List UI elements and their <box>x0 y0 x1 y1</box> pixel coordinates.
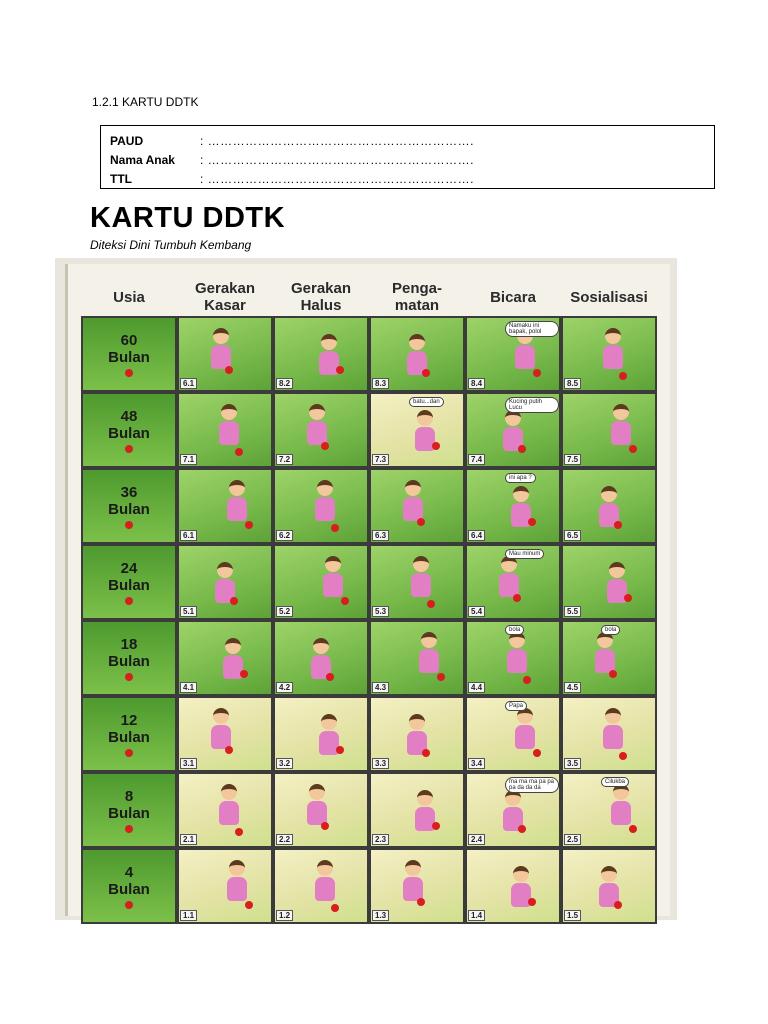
age-unit: Bulan <box>108 424 150 442</box>
child-head-shape <box>601 486 617 502</box>
speech-bubble: Namaku ini bapak, polol <box>505 321 559 337</box>
child-body-shape <box>219 801 239 825</box>
column-header-text: Gerakan <box>194 280 256 297</box>
milestone-illustration <box>273 696 369 772</box>
milestone-illustration <box>369 848 465 924</box>
red-ball-shape <box>341 597 349 605</box>
child-head-shape <box>605 708 621 724</box>
milestone-illustration <box>561 848 657 924</box>
child-head-shape <box>605 328 621 344</box>
child-head-shape <box>225 638 241 654</box>
child-body-shape <box>603 345 623 369</box>
milestone-illustration <box>177 772 273 848</box>
milestone-illustration <box>369 696 465 772</box>
milestone-code: 7.2 <box>276 454 293 465</box>
child-body-shape <box>315 877 335 901</box>
card-title: KARTU DDTK <box>90 202 286 234</box>
milestone-code: 2.2 <box>276 834 293 845</box>
milestone-code: 1.1 <box>180 910 197 921</box>
milestone-code: 7.5 <box>564 454 581 465</box>
red-ball-shape <box>619 372 627 380</box>
red-ball-shape <box>417 898 425 906</box>
age-cell <box>81 316 177 392</box>
speech-bubble: batu...dan <box>409 397 444 407</box>
red-ball-shape <box>331 524 339 532</box>
milestone-code: 6.3 <box>372 530 389 541</box>
red-ball-shape <box>321 822 329 830</box>
milestone-illustration <box>561 620 657 696</box>
milestone-code: 4.3 <box>372 682 389 693</box>
red-ball-shape <box>225 746 233 754</box>
red-ball-shape <box>624 594 632 602</box>
milestone-code: 7.4 <box>468 454 485 465</box>
milestone-illustration <box>465 468 561 544</box>
milestone-code: 5.3 <box>372 606 389 617</box>
milestone-illustration <box>177 544 273 620</box>
column-header-text: matan <box>394 297 440 314</box>
child-body-shape <box>603 725 623 749</box>
milestone-illustration <box>177 848 273 924</box>
info-row <box>110 150 705 169</box>
milestone-illustration <box>369 620 465 696</box>
speech-bubble: Kucing putih Lucu <box>505 397 559 413</box>
milestone-illustration <box>369 392 465 468</box>
child-head-shape <box>405 860 421 876</box>
age-number: 8 <box>124 787 134 805</box>
red-ball-shape <box>235 448 243 456</box>
milestone-illustration <box>177 316 273 392</box>
age-number: 4 <box>124 863 134 881</box>
milestone-illustration <box>369 544 465 620</box>
milestone-illustration <box>465 392 561 468</box>
milestone-code: 5.5 <box>564 606 581 617</box>
child-head-shape <box>413 556 429 572</box>
age-unit: Bulan <box>108 652 150 670</box>
child-body-shape <box>515 345 535 369</box>
milestone-code: 2.1 <box>180 834 197 845</box>
age-unit: Bulan <box>108 576 150 594</box>
child-head-shape <box>229 480 245 496</box>
info-row <box>110 169 705 188</box>
age-cell <box>81 772 177 848</box>
red-dot-marker <box>125 597 133 605</box>
age-number: 60 <box>120 331 138 349</box>
milestone-code: 6.1 <box>180 530 197 541</box>
column-header-text: Sosialisasi <box>570 288 648 306</box>
child-head-shape <box>513 486 529 502</box>
milestone-illustration <box>561 544 657 620</box>
milestone-code: 6.1 <box>180 378 197 389</box>
red-ball-shape <box>422 749 430 757</box>
column-header <box>465 274 561 320</box>
milestone-illustration <box>465 772 561 848</box>
age-cell <box>81 620 177 696</box>
child-body-shape <box>507 649 527 673</box>
red-ball-shape <box>629 445 637 453</box>
red-dot-marker <box>125 369 133 377</box>
milestone-code: 1.2 <box>276 910 293 921</box>
info-label: PAUD <box>110 133 144 148</box>
milestone-illustration <box>465 316 561 392</box>
info-row <box>110 131 705 150</box>
milestone-illustration <box>177 468 273 544</box>
child-head-shape <box>513 866 529 882</box>
age-number: 36 <box>120 483 138 501</box>
red-ball-shape <box>518 825 526 833</box>
red-ball-shape <box>336 746 344 754</box>
red-ball-shape <box>331 904 339 912</box>
red-ball-shape <box>336 366 344 374</box>
info-value: : ………………………………………………………. <box>200 133 475 148</box>
child-head-shape <box>321 334 337 350</box>
child-head-shape <box>317 480 333 496</box>
milestone-code: 3.1 <box>180 758 197 769</box>
milestone-illustration <box>369 772 465 848</box>
child-body-shape <box>515 725 535 749</box>
milestone-illustration <box>273 316 369 392</box>
red-ball-shape <box>523 676 531 684</box>
red-ball-shape <box>321 442 329 450</box>
red-dot-marker <box>125 673 133 681</box>
red-ball-shape <box>533 749 541 757</box>
column-header-text: Penga- <box>391 280 442 297</box>
milestone-illustration <box>273 772 369 848</box>
red-ball-shape <box>326 673 334 681</box>
child-head-shape <box>221 404 237 420</box>
milestone-code: 3.4 <box>468 758 485 769</box>
milestone-code: 6.4 <box>468 530 485 541</box>
milestone-code: 3.2 <box>276 758 293 769</box>
milestone-code: 4.5 <box>564 682 581 693</box>
age-cell <box>81 392 177 468</box>
child-head-shape <box>409 714 425 730</box>
red-ball-shape <box>432 822 440 830</box>
speech-bubble: Cilukba <box>601 777 629 787</box>
child-head-shape <box>417 790 433 806</box>
column-header-text: Usia <box>113 288 145 306</box>
milestone-code: 3.3 <box>372 758 389 769</box>
age-number: 12 <box>120 711 138 729</box>
milestone-illustration <box>561 696 657 772</box>
red-ball-shape <box>427 600 435 608</box>
red-dot-marker <box>125 749 133 757</box>
column-header-text: Halus <box>300 297 342 314</box>
info-label: Nama Anak <box>110 152 175 167</box>
speech-bubble: ma ma ma pa pa pa da da da <box>505 777 559 793</box>
red-ball-shape <box>614 521 622 529</box>
red-dot-marker <box>125 901 133 909</box>
child-head-shape <box>317 860 333 876</box>
red-ball-shape <box>614 901 622 909</box>
red-ball-shape <box>422 369 430 377</box>
milestone-code: 7.1 <box>180 454 197 465</box>
milestone-illustration <box>465 620 561 696</box>
child-head-shape <box>613 404 629 420</box>
child-body-shape <box>227 497 247 521</box>
age-unit: Bulan <box>108 500 150 518</box>
milestone-illustration <box>177 696 273 772</box>
red-ball-shape <box>513 594 521 602</box>
child-head-shape <box>325 556 341 572</box>
child-head-shape <box>421 632 437 648</box>
milestone-code: 8.3 <box>372 378 389 389</box>
age-cell <box>81 544 177 620</box>
milestone-illustration <box>369 316 465 392</box>
milestone-code: 3.5 <box>564 758 581 769</box>
milestone-illustration <box>177 620 273 696</box>
red-ball-shape <box>629 825 637 833</box>
column-header-text: Bicara <box>490 288 536 306</box>
column-header <box>561 274 657 320</box>
age-number: 48 <box>120 407 138 425</box>
milestone-illustration <box>465 696 561 772</box>
child-head-shape <box>405 480 421 496</box>
child-head-shape <box>221 784 237 800</box>
milestone-illustration <box>561 316 657 392</box>
milestone-code: 4.1 <box>180 682 197 693</box>
child-body-shape <box>411 573 431 597</box>
milestone-code: 8.5 <box>564 378 581 389</box>
child-head-shape <box>229 860 245 876</box>
child-head-shape <box>321 714 337 730</box>
section-heading: 1.2.1 KARTU DDTK <box>92 95 199 109</box>
column-header-text: Gerakan <box>290 280 352 297</box>
milestone-code: 5.1 <box>180 606 197 617</box>
child-body-shape <box>315 497 335 521</box>
milestone-code: 5.4 <box>468 606 485 617</box>
child-head-shape <box>309 404 325 420</box>
age-unit: Bulan <box>108 880 150 898</box>
red-ball-shape <box>528 518 536 526</box>
milestone-code: 7.3 <box>372 454 389 465</box>
child-body-shape <box>611 801 631 825</box>
milestone-illustration <box>273 620 369 696</box>
child-head-shape <box>309 784 325 800</box>
speech-bubble: Papa <box>505 701 527 711</box>
red-ball-shape <box>240 670 248 678</box>
speech-bubble: Mau minum <box>505 549 544 559</box>
red-ball-shape <box>437 673 445 681</box>
milestone-code: 5.2 <box>276 606 293 617</box>
child-head-shape <box>601 866 617 882</box>
milestone-code: 2.4 <box>468 834 485 845</box>
milestone-code: 4.2 <box>276 682 293 693</box>
column-header <box>81 274 177 320</box>
age-cell <box>81 696 177 772</box>
age-unit: Bulan <box>108 348 150 366</box>
child-body-shape <box>219 421 239 445</box>
milestone-code: 1.4 <box>468 910 485 921</box>
milestone-code: 1.3 <box>372 910 389 921</box>
card-subtitle: Diteksi Dini Tumbuh Kembang <box>90 238 252 252</box>
column-header <box>369 274 465 320</box>
red-ball-shape <box>235 828 243 836</box>
red-dot-marker <box>125 445 133 453</box>
milestone-code: 8.4 <box>468 378 485 389</box>
age-unit: Bulan <box>108 804 150 822</box>
milestone-illustration <box>561 468 657 544</box>
ddtk-card-panel <box>65 264 670 920</box>
ddtk-card-image <box>55 258 677 920</box>
milestone-code: 6.2 <box>276 530 293 541</box>
column-header <box>273 274 369 320</box>
identity-box <box>100 125 715 189</box>
info-value: : ………………………………………………………. <box>200 171 475 186</box>
red-ball-shape <box>245 521 253 529</box>
child-head-shape <box>609 562 625 578</box>
milestone-illustration <box>465 848 561 924</box>
milestone-code: 8.2 <box>276 378 293 389</box>
red-dot-marker <box>125 825 133 833</box>
red-ball-shape <box>619 752 627 760</box>
red-dot-marker <box>125 521 133 529</box>
milestone-illustration <box>273 544 369 620</box>
speech-bubble: bola <box>601 625 620 635</box>
child-body-shape <box>227 877 247 901</box>
milestone-code: 2.5 <box>564 834 581 845</box>
child-head-shape <box>213 708 229 724</box>
red-ball-shape <box>528 898 536 906</box>
red-ball-shape <box>432 442 440 450</box>
milestone-illustration <box>465 544 561 620</box>
milestone-illustration <box>369 468 465 544</box>
milestone-code: 4.4 <box>468 682 485 693</box>
child-head-shape <box>409 334 425 350</box>
age-number: 18 <box>120 635 138 653</box>
milestone-code: 2.3 <box>372 834 389 845</box>
child-body-shape <box>419 649 439 673</box>
red-ball-shape <box>417 518 425 526</box>
child-head-shape <box>313 638 329 654</box>
column-header-text: Kasar <box>204 297 246 314</box>
milestone-illustration <box>273 468 369 544</box>
red-ball-shape <box>609 670 617 678</box>
age-cell <box>81 848 177 924</box>
speech-bubble: ini apa ? <box>505 473 536 483</box>
red-ball-shape <box>518 445 526 453</box>
milestone-illustration <box>177 392 273 468</box>
age-number: 24 <box>120 559 138 577</box>
child-body-shape <box>323 573 343 597</box>
column-header <box>177 274 273 320</box>
child-head-shape <box>417 410 433 426</box>
milestone-illustration <box>561 772 657 848</box>
age-cell <box>81 468 177 544</box>
speech-bubble: bola <box>505 625 524 635</box>
red-ball-shape <box>225 366 233 374</box>
child-body-shape <box>611 421 631 445</box>
milestone-illustration <box>273 392 369 468</box>
child-head-shape <box>217 562 233 578</box>
red-ball-shape <box>230 597 238 605</box>
milestone-code: 1.5 <box>564 910 581 921</box>
milestone-illustration <box>273 848 369 924</box>
milestone-illustration <box>561 392 657 468</box>
info-value: : ………………………………………………………. <box>200 152 475 167</box>
info-label: TTL <box>110 171 132 186</box>
child-head-shape <box>213 328 229 344</box>
red-ball-shape <box>245 901 253 909</box>
red-ball-shape <box>533 369 541 377</box>
age-unit: Bulan <box>108 728 150 746</box>
milestone-code: 6.5 <box>564 530 581 541</box>
